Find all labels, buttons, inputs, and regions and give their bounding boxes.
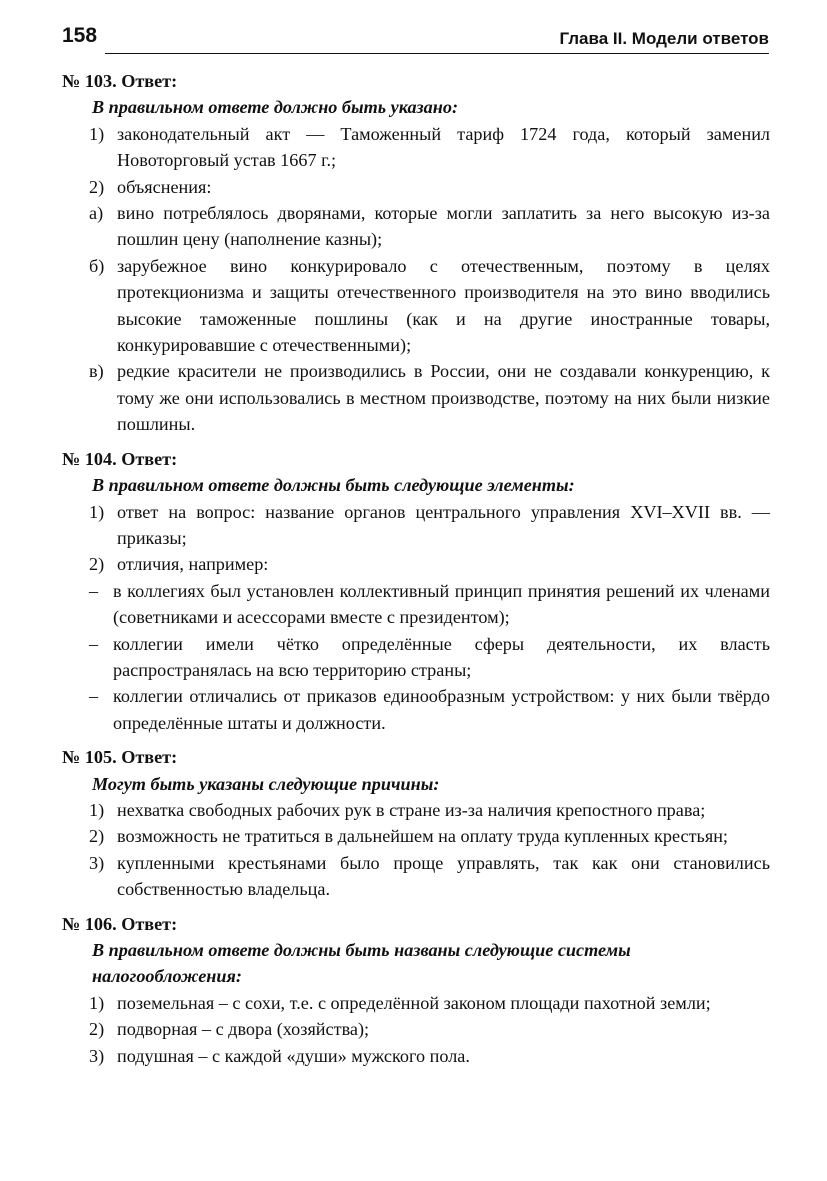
list-item xyxy=(62,683,770,736)
section-106-title: № 106. Ответ: xyxy=(62,913,178,934)
list-marker: а) xyxy=(89,203,104,224)
list-marker: 2) xyxy=(89,554,105,575)
list-item xyxy=(62,121,770,174)
list-item xyxy=(62,578,770,631)
list-marker: – xyxy=(89,580,99,601)
list-item-text: редкие красители не производились в России, они не создавали конкуренцию, к тому же они использовались в местном производстве, поэтому на них были низкие пошлины. xyxy=(117,361,770,435)
list-item-text: зарубежное вино конкурировало с отечественным, поэтому в целях протекционизма и защиты отечественного производителя на это вино вводились высокие таможенные пошлины (как и на другие иностранные товары, конкурировавшие с отечественными); xyxy=(117,255,770,356)
list-marker: 1) xyxy=(89,123,105,144)
list-marker: 3) xyxy=(89,1045,105,1066)
list-item xyxy=(62,990,770,1016)
list-item-text: подворная – с двора (хозяйства); xyxy=(117,1019,370,1040)
list-item xyxy=(62,551,770,577)
list-item xyxy=(62,1016,770,1042)
page-number: 158 xyxy=(62,24,98,47)
list-item xyxy=(62,823,770,849)
section-105-title: № 105. Ответ: xyxy=(62,747,178,768)
list-marker: – xyxy=(89,633,99,654)
header-rule xyxy=(105,53,769,54)
list-item xyxy=(62,253,770,359)
list-item-text: коллегии имели чётко определённые сферы деятельности, их власть распространялась на всю территорию страны; xyxy=(113,633,770,680)
list-marker: 2) xyxy=(89,826,105,847)
section-103-title: № 103. Ответ: xyxy=(62,71,178,91)
section-104-subtitle: В правильном ответе должны быть следующие элементы: xyxy=(92,475,575,496)
list-item xyxy=(62,1043,770,1069)
list-marker: 1) xyxy=(89,501,105,522)
list-item xyxy=(62,358,770,437)
list-marker: 1) xyxy=(89,799,105,820)
list-item xyxy=(62,499,770,552)
list-item-text: вино потреблялось дворянами, которые могли заплатить за него высокую из-за пошлин цену (наполнение казны); xyxy=(117,203,770,250)
running-header-chapter: Глава II. Модели ответов xyxy=(559,29,769,48)
list-item-text: возможность не тратиться в дальнейшем на оплату труда купленных крестьян; xyxy=(117,826,728,847)
list-item xyxy=(62,174,770,200)
list-marker: – xyxy=(89,686,99,707)
list-item xyxy=(62,850,770,903)
list-item-text: коллегии отличались от приказов единообразным устройством: у них были твёрдо определённые штаты и должности. xyxy=(113,686,770,733)
list-item xyxy=(62,797,770,823)
list-marker: 2) xyxy=(89,1019,105,1040)
list-marker: 2) xyxy=(89,176,105,197)
list-marker: б) xyxy=(89,255,105,276)
list-item xyxy=(62,200,770,253)
list-marker: в) xyxy=(89,361,104,382)
section-103-subtitle: В правильном ответе должно быть указано: xyxy=(92,97,458,118)
list-item-text: ответ на вопрос: название органов центрального управления XVI–XVII вв. — приказы; xyxy=(117,501,770,548)
page-content xyxy=(62,66,770,1069)
list-item-text: нехватка свободных рабочих рук в стране из-за наличия крепостного права; xyxy=(117,799,706,820)
list-marker: 3) xyxy=(89,852,105,873)
list-item-text: купленными крестьянами было проще управлять, так как они становились собственностью владельца. xyxy=(117,852,770,900)
list-item xyxy=(62,631,770,684)
list-item-text: подушная – с каждой «души» мужского пола. xyxy=(117,1045,470,1066)
list-item-text: в коллегиях был установлен коллективный принцип принятия решений их членами (советниками и асессорами вместе с президентом); xyxy=(113,580,770,628)
list-item-text: отличия, например: xyxy=(117,554,269,575)
list-item-text: законодательный акт — Таможенный тариф 1724 года, который заменил Новоторговый устав 1667 г.; xyxy=(117,123,770,171)
list-item-text: поземельная – с сохи, т.е. с определённой законом площади пахотной земли; xyxy=(117,992,711,1013)
list-marker: 1) xyxy=(89,992,105,1013)
section-105-subtitle: Могут быть указаны следующие причины: xyxy=(92,773,440,794)
section-104-title: № 104. Ответ: xyxy=(62,448,178,469)
section-106-subtitle: В правильном ответе должны быть названы следующие системы налогообложения: xyxy=(92,940,631,987)
list-item-text: объяснения: xyxy=(117,176,212,197)
